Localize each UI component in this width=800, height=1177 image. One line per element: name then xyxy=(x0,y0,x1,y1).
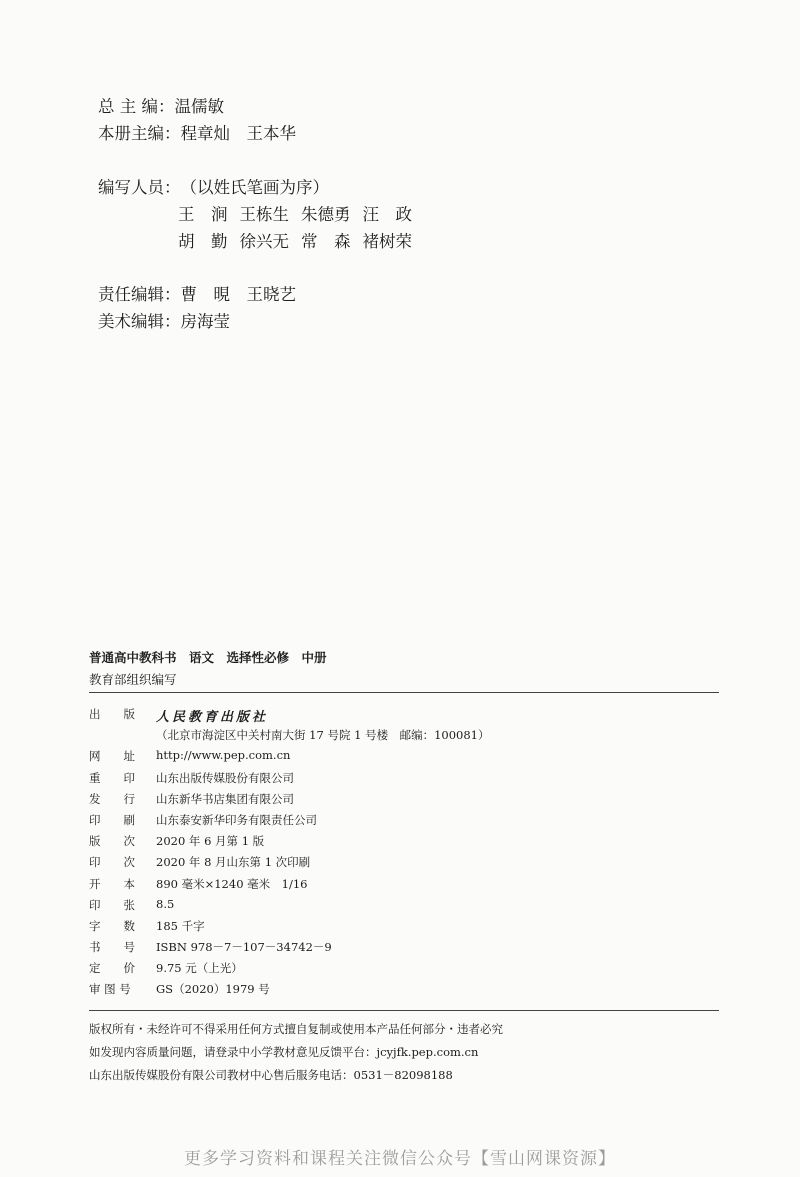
writer-name: 胡 勤 xyxy=(178,232,228,251)
writers-note: （以姓氏笔画为序） xyxy=(180,178,329,197)
pub-value: GS（2020）1979 号 xyxy=(156,982,270,997)
pub-key: 印 次 xyxy=(89,855,135,870)
service-phone-notice: 山东出版传媒股份有限公司教材中心售后服务电话：0531－82098188 xyxy=(89,1068,453,1082)
writer-name: 王栋生 xyxy=(239,205,289,224)
divider-bottom xyxy=(89,1010,719,1011)
writers-label: 编写人员： xyxy=(98,178,181,197)
publisher-logo: 人民教育出版社 xyxy=(156,710,269,725)
volume-editor-line xyxy=(98,120,296,144)
writer-name: 朱德勇 xyxy=(301,205,351,224)
writers-row-1 xyxy=(178,201,424,225)
price-value: 9.75 元（上光） xyxy=(156,961,243,976)
footer-notices xyxy=(89,1021,503,1090)
chief-editor-label: 总 主 编： xyxy=(98,97,175,116)
pub-value: 2020 年 6 月第 1 版 xyxy=(156,834,265,849)
responsible-editor-label: 责任编辑： xyxy=(98,285,181,304)
pub-key: 出 版 xyxy=(89,707,135,721)
chief-editor-line xyxy=(98,93,224,117)
watermark-text: 更多学习资料和课程关注微信公众号【雪山网课资源】 xyxy=(184,1149,616,1169)
writer-name: 汪 政 xyxy=(362,205,412,224)
volume-editor-label: 本册主编： xyxy=(98,124,181,143)
writers-row-2 xyxy=(178,228,424,252)
pub-value: 185 千字 xyxy=(156,918,205,933)
art-editor-name: 房海莹 xyxy=(180,312,230,331)
pub-key: 印 张 xyxy=(89,897,135,912)
copyright-notice: 版权所有・未经许可不得采用任何方式擅自复制或使用本产品任何部分・违者必究 xyxy=(89,1022,503,1036)
book-organizer: 教育部组织编写 xyxy=(89,672,177,687)
writer-name: 褚树荣 xyxy=(362,232,412,251)
writers-line xyxy=(98,174,329,198)
pub-value: 山东泰安新华印务有限责任公司 xyxy=(156,812,317,827)
isbn-value: ISBN 978－7－107－34742－9 xyxy=(156,940,332,955)
publisher-address: （北京市海淀区中关村南大街 17 号院 1 号楼 邮编：100081） xyxy=(156,728,490,743)
pub-key: 印 刷 xyxy=(89,812,135,827)
pub-key: 发 行 xyxy=(89,791,135,806)
responsible-editor-line xyxy=(98,281,296,305)
art-editor-line xyxy=(98,308,230,332)
pub-value: 2020 年 8 月山东第 1 次印刷 xyxy=(156,855,311,870)
art-editor-label: 美术编辑： xyxy=(98,312,181,331)
feedback-notice: 如发现内容质量问题，请登录中小学教材意见反馈平台：jcyjfk.pep.com.cn xyxy=(89,1045,479,1059)
writer-name: 王 涧 xyxy=(178,205,228,224)
pub-key: 版 次 xyxy=(89,834,135,849)
pub-key: 开 本 xyxy=(89,876,135,891)
chief-editor-name: 温儒敏 xyxy=(174,97,224,116)
book-title: 普通高中教科书 语文 选择性必修 中册 xyxy=(89,650,327,665)
website-link[interactable]: http://www.pep.com.cn xyxy=(156,748,291,763)
pub-value: 山东新华书店集团有限公司 xyxy=(156,791,294,806)
pub-key: 书 号 xyxy=(89,940,135,955)
pub-key: 网 址 xyxy=(89,749,135,764)
writer-name: 常 森 xyxy=(301,232,351,251)
pub-key: 字 数 xyxy=(89,918,135,933)
pub-key: 定 价 xyxy=(89,961,135,976)
divider-top xyxy=(89,692,719,693)
pub-value: 890 毫米×1240 毫米 1/16 xyxy=(156,876,308,891)
pub-value: 山东出版传媒股份有限公司 xyxy=(156,770,294,785)
responsible-editor-names: 曹 晛 王晓艺 xyxy=(180,285,296,304)
writer-name: 徐兴无 xyxy=(239,232,289,251)
pub-value: 8.5 xyxy=(156,896,175,911)
pub-key: 重 印 xyxy=(89,770,135,785)
pub-key: 审 图 号 xyxy=(89,982,131,997)
volume-editor-names: 程章灿 王本华 xyxy=(180,124,296,143)
